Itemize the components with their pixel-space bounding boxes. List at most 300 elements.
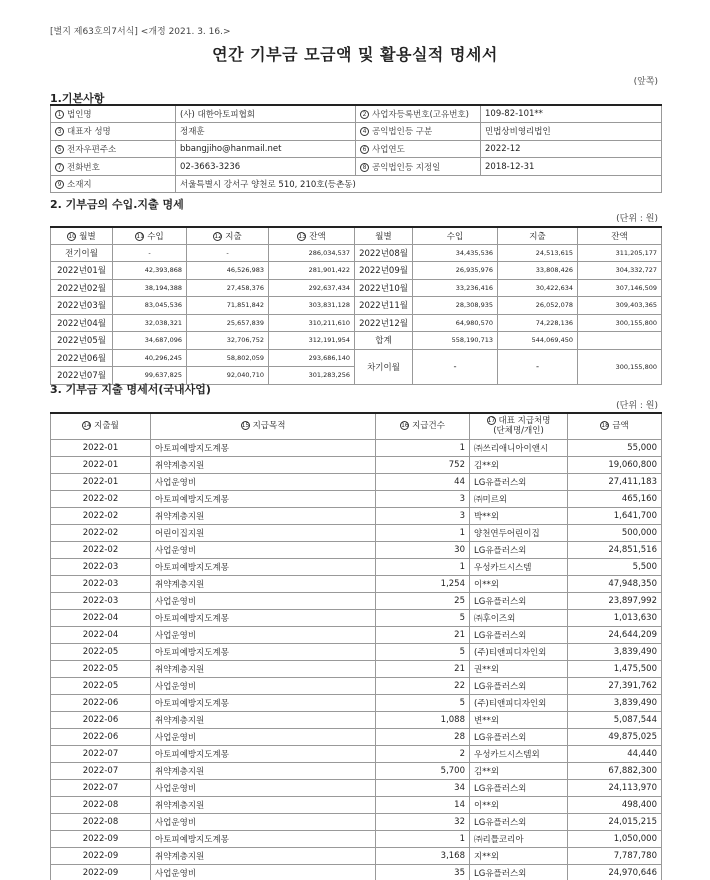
header-payee (470, 413, 568, 439)
circle-number: 3 (55, 127, 64, 136)
info-row (51, 123, 662, 141)
payee-cell: LG유플러스외 (470, 864, 568, 880)
purpose-cell: 사업운영비 (151, 541, 376, 558)
payee-cell: ㈜후이즈외 (470, 609, 568, 626)
count-cell: 14 (376, 796, 470, 813)
carry-balance-cell: 300,155,800 (578, 349, 662, 384)
amount-cell: 24,644,209 (568, 626, 662, 643)
table-row (51, 677, 662, 694)
count-cell: 5 (376, 694, 470, 711)
circle-number: 18 (601, 422, 609, 430)
payee-cell: LG유플러스외 (470, 541, 568, 558)
purpose-cell: 취약계층지원 (151, 762, 376, 779)
income-cell: 558,190,713 (413, 332, 498, 350)
income-cell: 64,980,570 (413, 314, 498, 332)
table-row (51, 864, 662, 880)
expense-month-cell: 2022-06 (51, 694, 151, 711)
expense-cell: 24,513,615 (498, 244, 578, 262)
count-cell: 5,700 (376, 762, 470, 779)
monthly-row (51, 297, 662, 315)
count-cell: 32 (376, 813, 470, 830)
expense-month-cell: 2022-01 (51, 473, 151, 490)
balance-cell: 307,146,509 (578, 279, 662, 297)
circle-number: 5 (55, 145, 64, 154)
payee-cell: LG유플러스외 (470, 626, 568, 643)
month-cell: 2022년10월 (355, 279, 413, 297)
payee-cell: 양천연두어린이집 (470, 524, 568, 541)
info-label-text: 사업자등록번호(고유번호) (372, 110, 469, 121)
amount-cell: 5,087,544 (568, 711, 662, 728)
balance-cell: 309,403,365 (578, 297, 662, 315)
month-cell: 2022년04월 (51, 314, 113, 332)
expense-cell: 25,657,839 (187, 314, 269, 332)
expense-cell: 27,458,376 (187, 279, 269, 297)
count-cell: 21 (376, 626, 470, 643)
circle-number: 16 (401, 422, 409, 430)
income-cell: 83,045,536 (113, 297, 187, 315)
expense-cell: 71,851,842 (187, 297, 269, 315)
header-income-label: 수입 (147, 231, 164, 242)
month-cell: 2022년08월 (355, 244, 413, 262)
header-expense-right: 지출 (498, 227, 578, 244)
payee-cell: 우성카드시스템외 (470, 745, 568, 762)
amount-cell: 47,948,350 (568, 575, 662, 592)
section3-unit: (단위 : 원) (616, 401, 658, 411)
expense-cell: - (187, 244, 269, 262)
purpose-cell: 아토피예방지도계몽 (151, 439, 376, 456)
basic-info-table (50, 104, 662, 193)
expense-cell: 26,052,078 (498, 297, 578, 315)
amount-cell: 3,839,490 (568, 643, 662, 660)
page-side-note: (앞쪽) (633, 77, 658, 87)
purpose-cell: 사업운영비 (151, 592, 376, 609)
payee-cell: 우성카드시스템 (470, 558, 568, 575)
expense-cell: 58,802,059 (187, 349, 269, 367)
expense-month-cell: 2022-04 (51, 609, 151, 626)
payee-cell: LG유플러스외 (470, 592, 568, 609)
header-income-right: 수입 (413, 227, 498, 244)
header-month-right: 월별 (355, 227, 413, 244)
expense-month-cell: 2022-05 (51, 660, 151, 677)
count-cell: 1 (376, 439, 470, 456)
table-row (51, 524, 662, 541)
balance-cell: 303,831,128 (269, 297, 355, 315)
count-cell: 752 (376, 456, 470, 473)
income-cell: 34,435,536 (413, 244, 498, 262)
expense-month-cell: 2022-06 (51, 728, 151, 745)
purpose-cell: 어린이집지원 (151, 524, 376, 541)
header-expense-month-label: 지출월 (94, 421, 119, 432)
expense-month-cell: 2022-02 (51, 541, 151, 558)
info-label-text: 소재지 (67, 180, 92, 191)
info-label-text: 법인명 (67, 110, 92, 121)
amount-cell: 49,875,025 (568, 728, 662, 745)
expense-month-cell: 2022-02 (51, 507, 151, 524)
count-cell: 44 (376, 473, 470, 490)
circle-number: 12 (214, 232, 222, 240)
amount-cell: 24,851,516 (568, 541, 662, 558)
payee-cell: 변**외 (470, 711, 568, 728)
month-cell: 2022년09월 (355, 262, 413, 280)
header-balance (269, 227, 355, 244)
header-payee-line2: (단체명/개인) (493, 426, 544, 437)
amount-cell: 24,113,970 (568, 779, 662, 796)
count-cell: 1 (376, 830, 470, 847)
header-month (51, 227, 113, 244)
circle-number: 1 (55, 110, 64, 119)
income-cell: 38,194,388 (113, 279, 187, 297)
payee-cell: LG유플러스외 (470, 677, 568, 694)
amount-cell: 3,839,490 (568, 694, 662, 711)
expense-month-cell: 2022-09 (51, 864, 151, 880)
expense-detail-table (50, 412, 662, 880)
monthly-row (51, 244, 662, 262)
amount-cell: 1,475,500 (568, 660, 662, 677)
info-label (51, 105, 176, 123)
expense-cell: 30,422,634 (498, 279, 578, 297)
expense-month-cell: 2022-09 (51, 830, 151, 847)
table-row (51, 626, 662, 643)
circle-number: 17 (487, 417, 496, 425)
table-row (51, 490, 662, 507)
purpose-cell: 취약계층지원 (151, 575, 376, 592)
balance-cell: 311,205,177 (578, 244, 662, 262)
expense-month-cell: 2022-06 (51, 711, 151, 728)
purpose-cell: 사업운영비 (151, 626, 376, 643)
balance-cell: 286,034,537 (269, 244, 355, 262)
header-balance-label: 잔액 (309, 231, 326, 242)
payee-cell: (주)티앤피디자인외 (470, 643, 568, 660)
info-value: 2018-12-31 (481, 158, 662, 176)
monthly-row (51, 332, 662, 350)
amount-cell: 67,882,300 (568, 762, 662, 779)
purpose-cell: 취약계층지원 (151, 456, 376, 473)
header-expense (187, 227, 269, 244)
circle-number: 7 (55, 163, 64, 172)
count-cell: 3 (376, 507, 470, 524)
count-cell: 3,168 (376, 847, 470, 864)
header-balance-right: 잔액 (578, 227, 662, 244)
info-label (51, 140, 176, 158)
info-value: bbangjiho@hanmail.net (176, 140, 356, 158)
count-cell: 28 (376, 728, 470, 745)
purpose-cell: 아토피예방지도계몽 (151, 609, 376, 626)
info-value: 109-82-101** (481, 105, 662, 123)
info-value: 2022-12 (481, 140, 662, 158)
expense-cell: 33,808,426 (498, 262, 578, 280)
balance-cell: 281,901,422 (269, 262, 355, 280)
payee-cell: LG유플러스외 (470, 473, 568, 490)
info-label (51, 123, 176, 141)
header-amount-label: 금액 (612, 421, 629, 432)
info-label (51, 158, 176, 176)
expense-month-cell: 2022-02 (51, 490, 151, 507)
purpose-cell: 아토피예방지도계몽 (151, 558, 376, 575)
table-row (51, 643, 662, 660)
income-cell: 40,296,245 (113, 349, 187, 367)
count-cell: 25 (376, 592, 470, 609)
count-cell: 34 (376, 779, 470, 796)
expense-month-cell: 2022-01 (51, 456, 151, 473)
table-row (51, 796, 662, 813)
income-cell: 32,038,321 (113, 314, 187, 332)
payee-cell: LG유플러스외 (470, 728, 568, 745)
purpose-cell: 사업운영비 (151, 728, 376, 745)
circle-number: 6 (360, 145, 369, 154)
month-cell: 합계 (355, 332, 413, 350)
header-expense-month (51, 413, 151, 439)
income-expense-table (50, 226, 662, 385)
balance-cell (578, 332, 662, 350)
income-expense-body (51, 244, 662, 384)
purpose-cell: 취약계층지원 (151, 660, 376, 677)
amount-cell: 465,160 (568, 490, 662, 507)
expense-month-cell: 2022-01 (51, 439, 151, 456)
expense-month-cell: 2022-03 (51, 575, 151, 592)
info-label-text: 대표자 성명 (67, 127, 111, 138)
expense-month-cell: 2022-07 (51, 762, 151, 779)
purpose-cell: 아토피예방지도계몽 (151, 643, 376, 660)
info-label (356, 158, 481, 176)
monthly-row (51, 279, 662, 297)
amount-cell: 498,400 (568, 796, 662, 813)
payee-cell: LG유플러스외 (470, 779, 568, 796)
purpose-cell: 사업운영비 (151, 779, 376, 796)
balance-cell: 312,191,954 (269, 332, 355, 350)
income-cell: 33,236,416 (413, 279, 498, 297)
count-cell: 35 (376, 864, 470, 880)
table-row (51, 558, 662, 575)
form-label: [별지 제63호의7서식] <개정 2021. 3. 16.> (50, 27, 231, 37)
count-cell: 5 (376, 643, 470, 660)
address-value: 서울특별시 강서구 양천로 510, 210호(등촌동) (176, 175, 662, 193)
info-label-text: 공익법인등 지정일 (372, 162, 441, 173)
section1-title: 1.기본사항 (50, 92, 105, 105)
table-row (51, 575, 662, 592)
expense-cell: 544,069,450 (498, 332, 578, 350)
expense-month-cell: 2022-03 (51, 592, 151, 609)
table-row (51, 745, 662, 762)
amount-cell: 1,641,700 (568, 507, 662, 524)
amount-cell: 44,440 (568, 745, 662, 762)
count-cell: 1 (376, 558, 470, 575)
expense-month-cell: 2022-04 (51, 626, 151, 643)
monthly-row (51, 314, 662, 332)
amount-cell: 5,500 (568, 558, 662, 575)
info-label-text: 공익법인등 구분 (372, 127, 433, 138)
table-row (51, 507, 662, 524)
table-row (51, 456, 662, 473)
balance-cell: 293,686,140 (269, 349, 355, 367)
payee-cell: 박**외 (470, 507, 568, 524)
info-value: (사) 대한아토피협회 (176, 105, 356, 123)
carry-income-cell: - (413, 349, 498, 384)
month-cell: 2022년06월 (51, 349, 113, 367)
expense-cell: 74,228,136 (498, 314, 578, 332)
purpose-cell: 아토피예방지도계몽 (151, 830, 376, 847)
table-row (51, 592, 662, 609)
balance-cell: 310,211,610 (269, 314, 355, 332)
payee-cell: 이**외 (470, 796, 568, 813)
info-row (51, 105, 662, 123)
purpose-cell: 취약계층지원 (151, 711, 376, 728)
header-count (376, 413, 470, 439)
balance-cell: 304,332,727 (578, 262, 662, 280)
purpose-cell: 사업운영비 (151, 813, 376, 830)
info-value: 정재훈 (176, 123, 356, 141)
header-income (113, 227, 187, 244)
balance-cell: 300,155,800 (578, 314, 662, 332)
payee-cell: ㈜쓰리애니아이앤시 (470, 439, 568, 456)
amount-cell: 1,013,630 (568, 609, 662, 626)
income-cell: 34,687,096 (113, 332, 187, 350)
amount-cell: 19,060,800 (568, 456, 662, 473)
circle-number: 14 (83, 422, 91, 430)
table-row (51, 439, 662, 456)
payee-cell: 권**외 (470, 660, 568, 677)
circle-number: 9 (55, 180, 64, 189)
count-cell: 3 (376, 490, 470, 507)
circle-number: 8 (360, 163, 369, 172)
balance-cell: 301,283,256 (269, 367, 355, 385)
info-value: 02-3663-3236 (176, 158, 356, 176)
section2-title: 2. 기부금의 수입.지출 명세 (50, 198, 184, 211)
section3-title: 3. 기부금 지출 명세서(국내사업) (50, 383, 211, 396)
table-row (51, 541, 662, 558)
table-row (51, 609, 662, 626)
expense-month-cell: 2022-05 (51, 677, 151, 694)
expense-detail-body (51, 439, 662, 880)
table-row (51, 660, 662, 677)
info-label (356, 140, 481, 158)
table-row (51, 473, 662, 490)
count-cell: 21 (376, 660, 470, 677)
purpose-cell: 취약계층지원 (151, 796, 376, 813)
info-label (356, 123, 481, 141)
purpose-cell: 사업운영비 (151, 473, 376, 490)
count-cell: 1,254 (376, 575, 470, 592)
info-value: 민법상비영리법인 (481, 123, 662, 141)
basic-info-body (51, 105, 662, 193)
payee-cell: (주)티앤피디자인외 (470, 694, 568, 711)
purpose-cell: 사업운영비 (151, 677, 376, 694)
payee-cell: ㈜리틀코리아 (470, 830, 568, 847)
header-month-label: 월별 (79, 231, 96, 242)
header-payee-line1: 대표 지급처명 (498, 416, 551, 427)
amount-cell: 7,787,780 (568, 847, 662, 864)
purpose-cell: 아토피예방지도계몽 (151, 490, 376, 507)
amount-cell: 24,970,646 (568, 864, 662, 880)
page-title: 연간 기부금 모금액 및 활용실적 명세서 (212, 45, 498, 64)
amount-cell: 1,050,000 (568, 830, 662, 847)
count-cell: 5 (376, 609, 470, 626)
count-cell: 1 (376, 524, 470, 541)
table-row (51, 711, 662, 728)
info-label-text: 사업연도 (372, 144, 405, 155)
month-cell: 전기이월 (51, 244, 113, 262)
amount-cell: 24,015,215 (568, 813, 662, 830)
amount-cell: 55,000 (568, 439, 662, 456)
payee-cell: 지**외 (470, 847, 568, 864)
payee-cell: 김**외 (470, 762, 568, 779)
circle-number: 10 (68, 232, 76, 240)
expense-cell: 32,706,752 (187, 332, 269, 350)
table-row (51, 847, 662, 864)
payee-cell: 이**외 (470, 575, 568, 592)
circle-number: 11 (136, 232, 144, 240)
month-cell: 2022년01월 (51, 262, 113, 280)
amount-cell: 23,897,992 (568, 592, 662, 609)
header-amount (568, 413, 662, 439)
circle-number: 2 (360, 110, 369, 119)
expense-month-cell: 2022-08 (51, 813, 151, 830)
month-cell: 2022년02월 (51, 279, 113, 297)
month-cell: 2022년12월 (355, 314, 413, 332)
payee-cell: ㈜미르외 (470, 490, 568, 507)
amount-cell: 27,391,762 (568, 677, 662, 694)
month-cell: 2022년11월 (355, 297, 413, 315)
header-purpose (151, 413, 376, 439)
count-cell: 22 (376, 677, 470, 694)
table-row (51, 762, 662, 779)
info-label (51, 175, 176, 193)
carry-expense-cell: - (498, 349, 578, 384)
info-label-text: 전자우편주소 (67, 144, 117, 155)
carry-month-cell: 차기이월 (355, 349, 413, 384)
purpose-cell: 취약계층지원 (151, 507, 376, 524)
purpose-cell: 아토피예방지도계몽 (151, 694, 376, 711)
purpose-cell: 아토피예방지도계몽 (151, 745, 376, 762)
section2-unit: (단위 : 원) (616, 214, 658, 224)
table-row (51, 813, 662, 830)
count-cell: 1,088 (376, 711, 470, 728)
expense-cell: 92,040,710 (187, 367, 269, 385)
table-row (51, 728, 662, 745)
amount-cell: 27,411,183 (568, 473, 662, 490)
info-label (356, 105, 481, 123)
info-row (51, 158, 662, 176)
expense-month-cell: 2022-07 (51, 779, 151, 796)
info-label-text: 전화번호 (67, 162, 100, 173)
table-row (51, 779, 662, 796)
payee-cell: LG유플러스외 (470, 813, 568, 830)
info-row (51, 140, 662, 158)
income-cell: - (113, 244, 187, 262)
circle-number: 13 (298, 232, 306, 240)
expense-cell: 46,526,983 (187, 262, 269, 280)
month-cell: 2022년03월 (51, 297, 113, 315)
expense-month-cell: 2022-09 (51, 847, 151, 864)
purpose-cell: 취약계층지원 (151, 847, 376, 864)
header-expense-label: 지출 (225, 231, 242, 242)
header-count-label: 지급건수 (412, 421, 445, 432)
table-row (51, 694, 662, 711)
circle-number: 15 (241, 422, 250, 430)
amount-cell: 500,000 (568, 524, 662, 541)
income-cell: 99,637,825 (113, 367, 187, 385)
expense-month-cell: 2022-05 (51, 643, 151, 660)
expense-month-cell: 2022-08 (51, 796, 151, 813)
payee-cell: 김**외 (470, 456, 568, 473)
income-cell: 26,935,976 (413, 262, 498, 280)
income-cell: 28,308,935 (413, 297, 498, 315)
table-row (51, 830, 662, 847)
count-cell: 2 (376, 745, 470, 762)
expense-month-cell: 2022-07 (51, 745, 151, 762)
expense-month-cell: 2022-03 (51, 558, 151, 575)
purpose-cell: 사업운영비 (151, 864, 376, 880)
circle-number: 4 (360, 127, 369, 136)
